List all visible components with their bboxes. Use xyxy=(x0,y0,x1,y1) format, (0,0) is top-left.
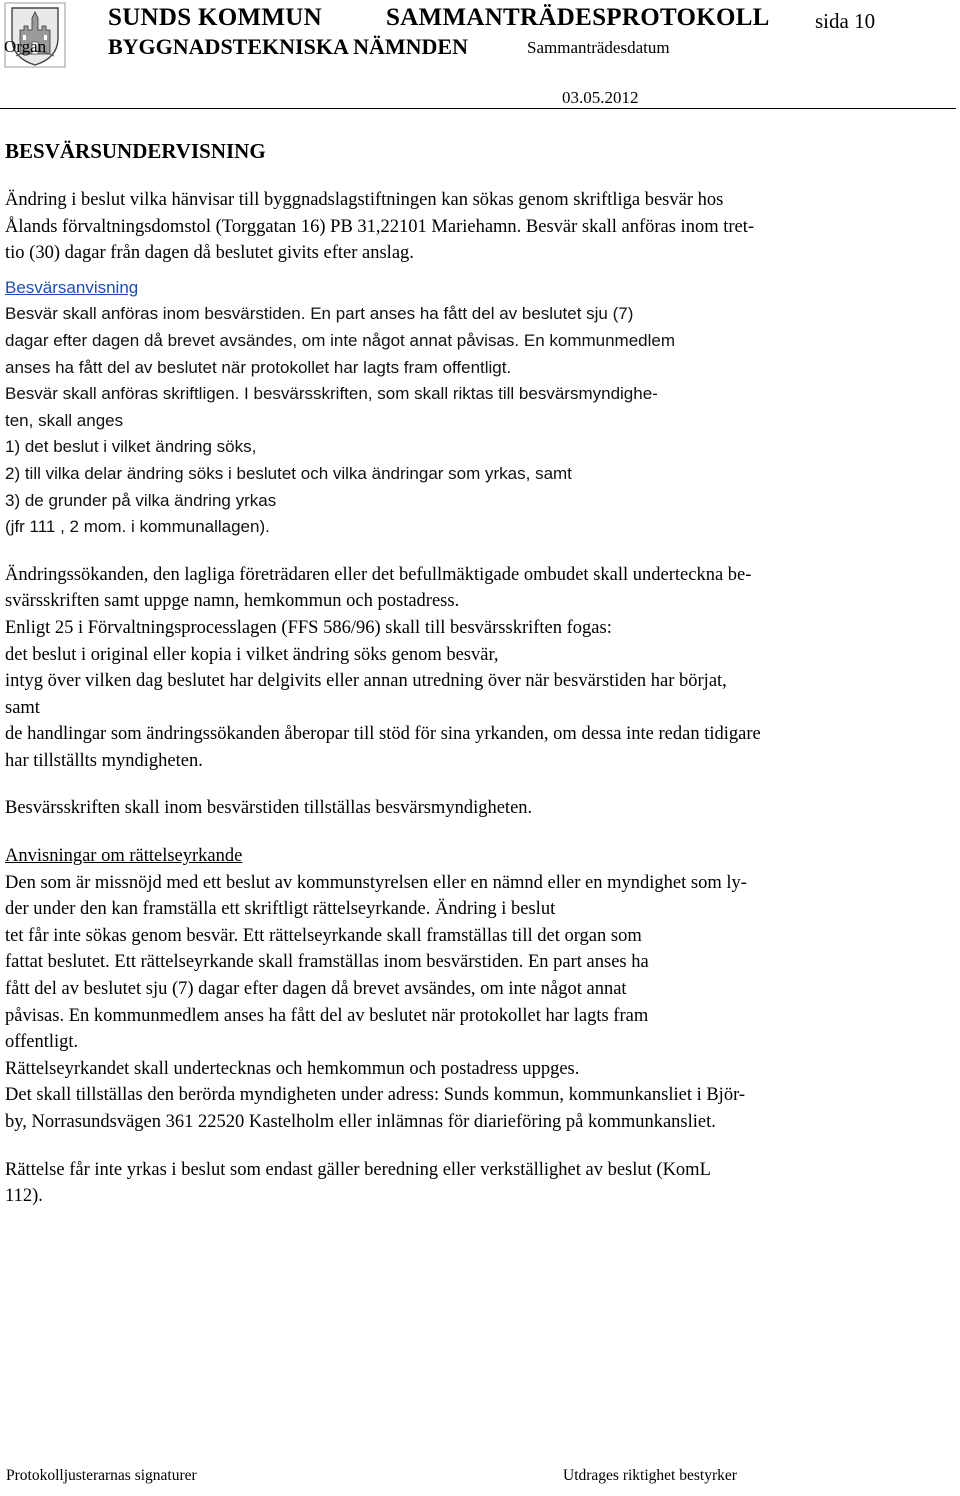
meeting-date: 03.05.2012 xyxy=(562,88,639,107)
text-line: Besvär skall anföras inom besvärstiden. En part anses ha fått del av beslutet sju (7) xyxy=(5,304,634,324)
anvisningar-title: Anvisningar om rättelseyrkande xyxy=(5,846,243,867)
text-line: svärsskriften samt uppge namn, hemkommun och postadress. xyxy=(5,591,460,612)
municipal-crest-icon xyxy=(4,2,66,68)
text-line: det beslut i original eller kopia i vilket ändring söks genom besvär, xyxy=(5,644,499,665)
delivery-paragraph: Besvärsskriften skall inom besvärstiden tillställas besvärsmyndigheten. xyxy=(5,798,533,819)
text-line: Ändringssökanden, den lagliga företrädaren eller det befullmäktigade ombudet skall underteckna be- xyxy=(5,564,752,585)
text-line: Enligt 25 i Förvaltningsprocesslagen (FFS 586/96) skall till besvärsskriften fogas: xyxy=(5,617,612,638)
text-line: anses ha fått del av beslutet när protokollet har lagts fram offentligt. xyxy=(5,357,512,377)
text-line: 112). xyxy=(5,1186,43,1207)
text-line: Ålands förvaltningsdomstol (Torggatan 16) PB 31,22101 Mariehamn. Besvär skall anföras inom tret- xyxy=(5,216,755,237)
anvisningar-section xyxy=(5,843,957,1136)
text-line: Den som är missnöjd med ett beslut av kommunstyrelsen eller en nämnd eller en myndighet som ly- xyxy=(5,872,747,893)
list-item: 2) till vilka delar ändring söks i beslutet och vilka ändringar som yrkas, samt xyxy=(5,463,572,483)
list-item: 3) de grunder på vilka ändring yrkas xyxy=(5,490,277,510)
text-line: offentligt. xyxy=(5,1032,79,1053)
text-line: ten, skall anges xyxy=(5,410,124,430)
section-heading: BESVÄRSUNDERVISNING xyxy=(5,139,266,163)
intro-paragraph xyxy=(5,187,957,267)
document-title: SAMMANTRÄDESPROTOKOLL xyxy=(386,4,770,31)
document-body xyxy=(5,136,957,1210)
text-line: tet får inte sökas genom besvär. Ett rättelseyrkande skall framställas till det organ som xyxy=(5,925,642,946)
text-line: Besvär skall anföras skriftligen. I besvärsskriften, som skall riktas till besvärsmyndighe- xyxy=(5,384,658,404)
header-divider xyxy=(0,108,956,109)
text-line: fått del av beslutet sju (7) dagar efter dagen då brevet avsändes, om inte något annat xyxy=(5,979,627,1000)
footer-certification-label: Utdrages riktighet bestyrker xyxy=(563,1467,737,1484)
text-line: (jfr 111 , 2 mom. i kommunallagen). xyxy=(5,517,270,537)
text-line: intyg över vilken dag beslutet har delgivits eller annan utredning över när besvärstiden har börjat, xyxy=(5,671,727,692)
text-line: fattat beslutet. Ett rättelseyrkande skall framställas inom besvärstiden. En part anses ha xyxy=(5,952,649,973)
organ-label: Organ xyxy=(4,37,47,56)
text-line: tio (30) dagar från dagen då beslutet givits efter anslag. xyxy=(5,243,414,264)
text-line: samt xyxy=(5,697,40,718)
municipality-name: SUNDS KOMMUN xyxy=(108,4,323,31)
footer-signatures-label: Protokolljusterarnas signaturer xyxy=(6,1467,197,1484)
text-line: har tillställts myndigheten. xyxy=(5,750,203,771)
text-line: Det skall tillställas den berörda myndigheten under adress: Sunds kommun, kommunkansliet i Björ- xyxy=(5,1085,746,1106)
final-paragraph xyxy=(5,1157,957,1210)
text-line: Rättelseyrkandet skall undertecknas och hemkommun och postadress uppges. xyxy=(5,1058,580,1079)
besvarsanvisning-title: Besvärsanvisning xyxy=(5,277,139,297)
besvarsanvisning-section xyxy=(5,275,957,541)
text-line: dagar efter dagen då brevet avsändes, om inte något annat påvisas. En kommunmedlem xyxy=(5,330,676,350)
list-item: 1) det beslut i vilket ändring söks, xyxy=(5,437,257,457)
organ-name: BYGGNADSTEKNISKA NÄMNDEN xyxy=(108,34,468,59)
text-line: Rättelse får inte yrkas i beslut som endast gäller beredning eller verkställighet av beslut (KomL xyxy=(5,1159,711,1180)
meeting-date-label: Sammanträdesdatum xyxy=(527,38,670,57)
text-line: Ändring i beslut vilka hänvisar till byggnadslagstiftningen kan sökas genom skriftliga besvär hos xyxy=(5,190,724,210)
page-number: sida 10 xyxy=(815,9,876,33)
text-line: de handlingar som ändringssökanden åberopar till stöd för sina yrkanden, om dessa inte redan tidigare xyxy=(5,724,761,745)
text-line: by, Norrasundsvägen 361 22520 Kastelholm eller inlämnas för diarieföring på kommunkansliet. xyxy=(5,1112,716,1132)
signing-paragraph xyxy=(5,562,957,775)
text-line: påvisas. En kommunmedlem anses ha fått del av beslutet när protokollet har lagts fram xyxy=(5,1005,649,1026)
text-line: der under den kan framställa ett skriftligt rättelseyrkande. Ändring i beslut xyxy=(5,899,556,920)
